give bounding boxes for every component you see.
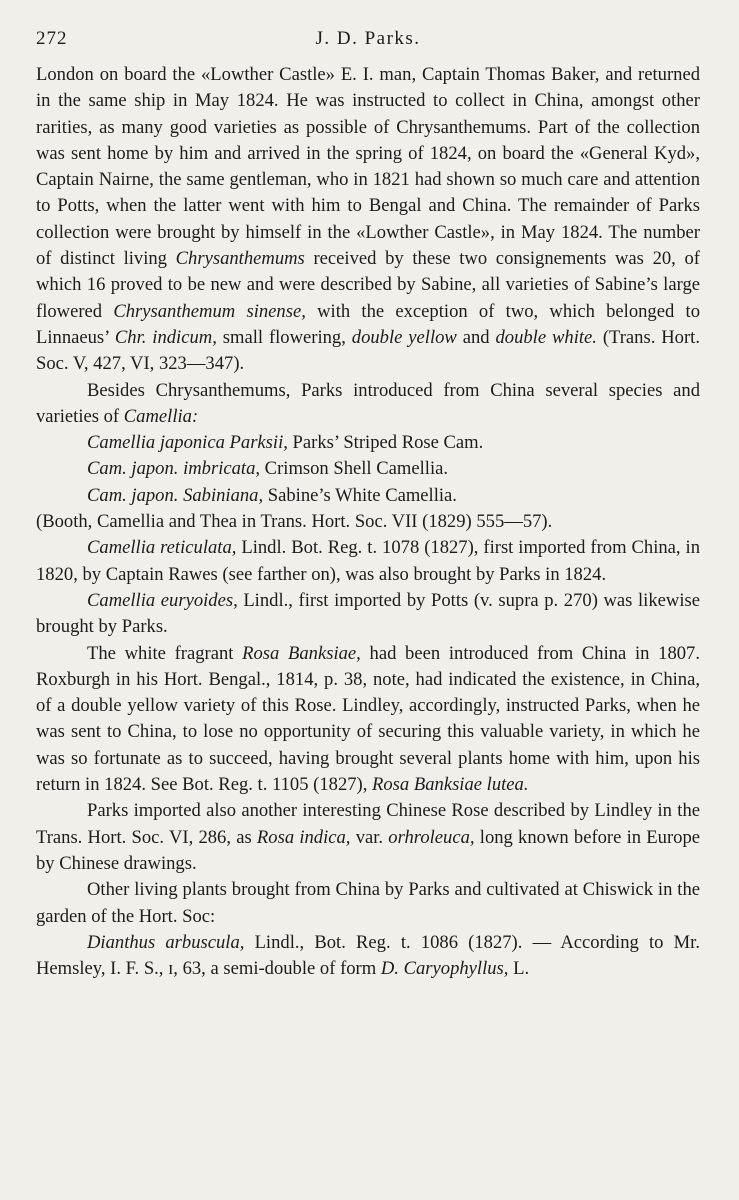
paragraph-camellia-euryoides: Camellia euryoides, Lindl., first imported by Potts (v. supra p. 270) was likewise brought by Parks. — [36, 589, 700, 638]
camellia-item-3: Cam. japon. Sabiniana, Sabine’s White Camellia. — [87, 484, 457, 506]
camellia-reference: (Booth, Camellia and Thea in Trans. Hort. Soc. VII (1829) 555—57). — [36, 511, 553, 533]
running-title: J. D. Parks. — [315, 28, 421, 49]
paragraph-rosa-banksiae: The white fragrant Rosa Banksiae, had been introduced from China in 1807. Roxburgh in his Hort. Bengal., 1814, p. 38, note, had indicated the existence, in China, of a double yellow variety of this Rose. Lindley, accordingly, instructed Parks, when he was sent to China, to lose no opportunity of securing this valuable variety, in which he was so fortunate as to succeed, having brought several plants home with him, upon his return in 1824. See Bot. Reg. t. 1105 (1827), Rosa Banksiae lutea. — [36, 642, 700, 796]
page-number: 272 — [36, 28, 68, 49]
paragraph-other-plants: Other living plants brought from China by Parks and cultivated at Chiswick in the garden of the Hort. Soc: — [36, 879, 700, 927]
page-header — [36, 22, 700, 62]
camellia-item-1: Camellia japonica Parksii, Parks’ Striped Rose Cam. — [87, 432, 484, 454]
book-page — [36, 22, 700, 982]
camellia-item-2: Cam. japon. imbricata, Crimson Shell Camellia. — [87, 458, 449, 480]
paragraph-dianthus: Dianthus arbuscula, Lindl., Bot. Reg. t. 1086 (1827). — According to Mr. Hemsley, I. F. S., ɪ, 63, a semi-double of form D. Caryophyllus, L. — [36, 931, 700, 980]
paragraph-chrysanthemums: London on board the «Lowther Castle» E. I. man, Captain Thomas Baker, and returned in the same ship in May 1824. He was instructed to collect in China, amongst other rarities, as many good varieties as possible of Chrysanthemums. Part of the collection was sent home by him and arrived in the spring of 1824, on board the «General Kyd», Captain Nairne, the same gentleman, who in 1821 had shown so much care and attention to Potts, when the latter went with him to Bengal and China. The remainder of Parks collection were brought by himself in the «Lowther Castle», in May 1824. The number of distinct living Chrysanthemums received by these two consignements was 20, of which 16 proved to be new and were described by Sabine, all varieties of Sabine’s large flowered Chrysanthemum sinense, with the exception of two, which belonged to Linnaeus’ Chr. indicum, small flowering, double yellow and double white. (Trans. Hort. Soc. V, 427, VI, 323—347). — [36, 64, 700, 375]
paragraph-rosa-indica: Parks imported also another interesting Chinese Rose described by Lindley in the Trans. Hort. Soc. VI, 286, as Rosa indica, var. orhroleuca, long known before in Europe by Chinese drawings. — [36, 800, 700, 874]
paragraph-camellia-intro: Besides Chrysanthemums, Parks introduced from China several species and varieties of Camellia: — [36, 379, 700, 427]
paragraph-camellia-reticulata: Camellia reticulata, Lindl. Bot. Reg. t. 1078 (1827), first imported from China, in 1820, by Captain Rawes (see farther on), was also brought by Parks in 1824. — [36, 537, 700, 585]
